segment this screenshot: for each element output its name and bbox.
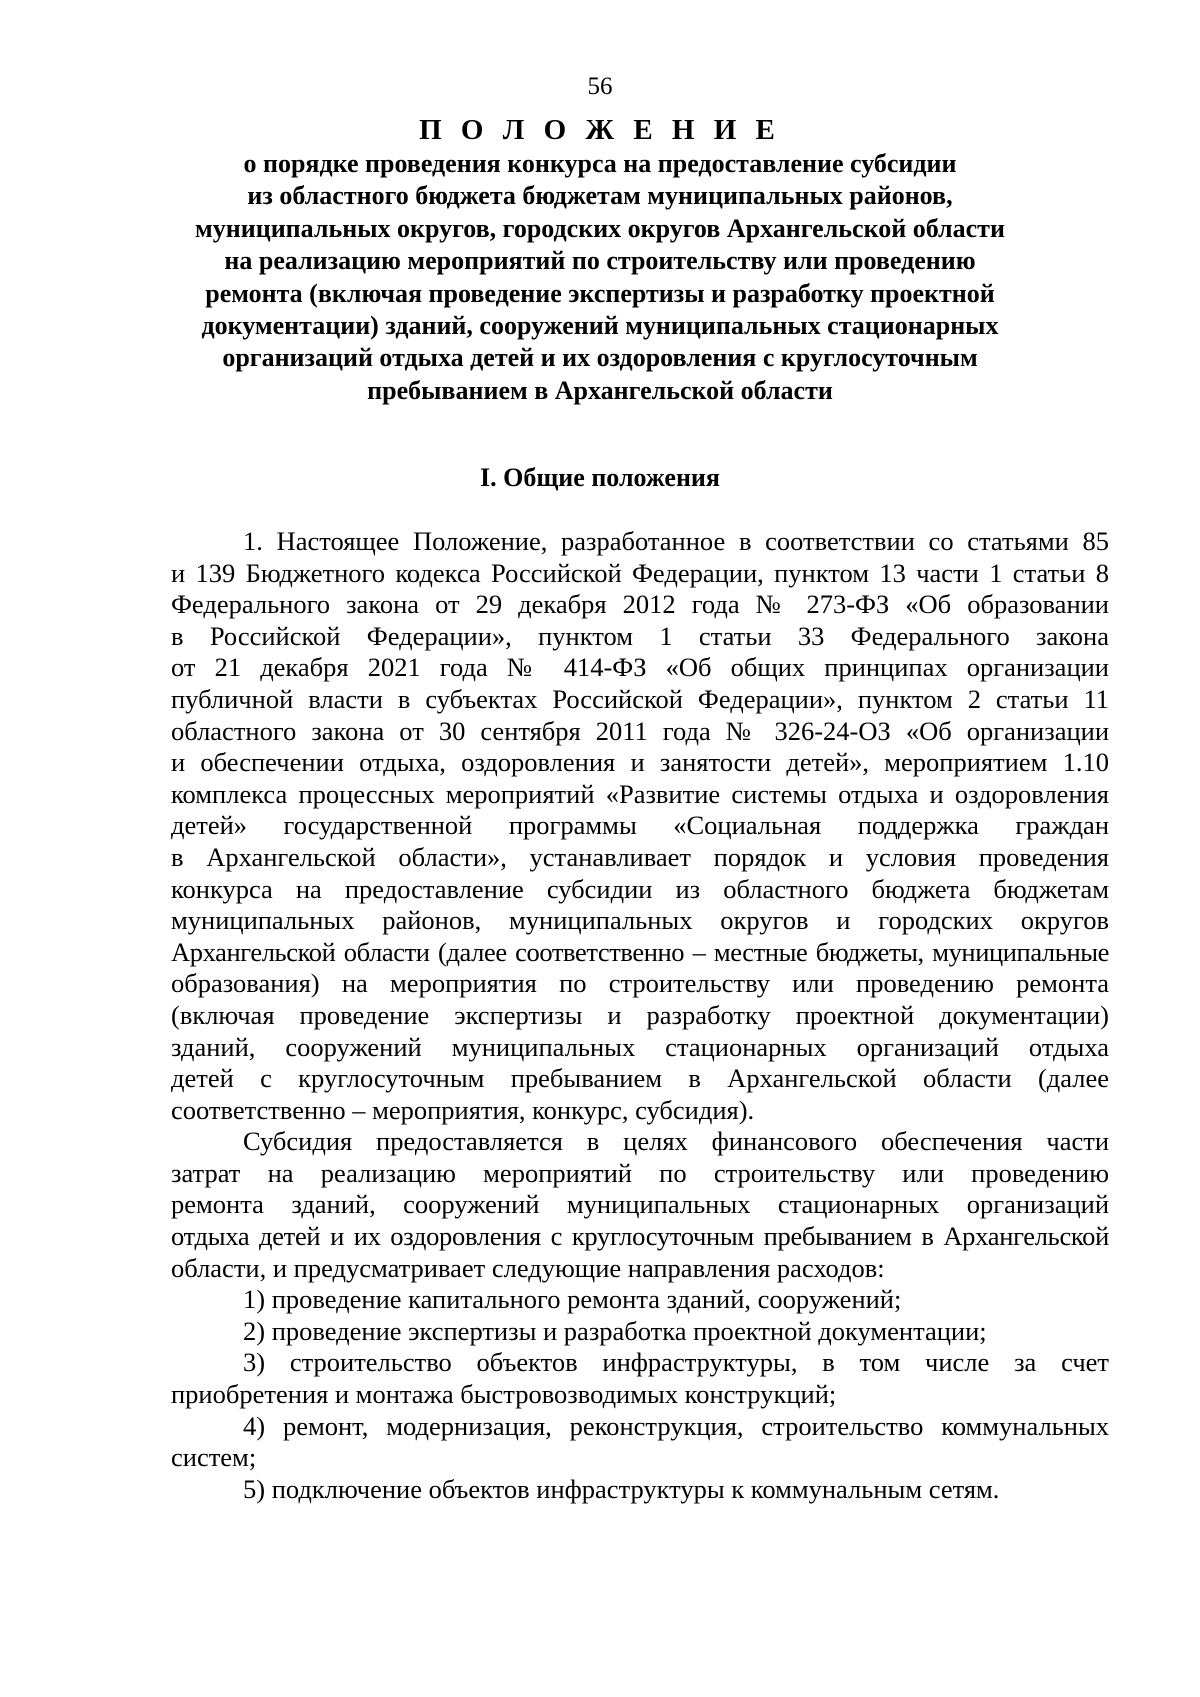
list-item: 4) ремонт, модернизация, реконструкция, строительство коммунальных: [243, 1410, 1109, 1441]
text-line: от 21 декабря 2021 года № 414-ФЗ «Об общих принципах организации: [171, 652, 1109, 683]
text-line: Архангельской области (далее соответственно – местные бюджеты, муниципальные: [171, 936, 1109, 967]
text-line: Федерального закона от 29 декабря 2012 года № 273-ФЗ «Об образовании: [171, 589, 1109, 620]
text-line: публичной власти в субъектах Российской Федерации», пунктом 2 статьи 11: [171, 683, 1109, 714]
text-line: соответственно – мероприятия, конкурс, субсидия).: [171, 1094, 755, 1125]
text-line: детей» государственной программы «Социальная поддержка граждан: [171, 810, 1109, 841]
text-line: конкурса на предоставление субсидии из областного бюджета бюджетам: [171, 873, 1109, 904]
text-line: в Архангельской области», устанавливает порядок и условия проведения: [171, 841, 1109, 872]
text-line: зданий, сооружений муниципальных стационарных организаций отдыха: [171, 1031, 1109, 1062]
document-body: [171, 526, 1109, 1505]
document-title: П О Л О Ж Е Н И Е: [419, 114, 781, 146]
text-line: и 139 Бюджетного кодекса Российской Федерации, пунктом 13 части 1 статьи 8: [171, 557, 1109, 588]
subtitle-line: на реализацию мероприятий по строительству или проведению: [224, 246, 976, 276]
text-line: областного закона от 30 сентября 2011 года № 326-24-ОЗ «Об организации: [171, 715, 1109, 746]
section-heading: I. Общие положения: [480, 463, 720, 492]
paragraph-2: [171, 1126, 1109, 1284]
page-number: 56: [587, 73, 613, 100]
list-item-continuation: приобретения и монтажа быстровозводимых конструкций;: [171, 1379, 837, 1410]
text-line: ремонта зданий, сооружений муниципальных стационарных организаций: [171, 1189, 1109, 1220]
subtitle-line: документации) зданий, сооружений муниципальных стационарных: [201, 311, 999, 341]
subtitle-line: из областного бюджета бюджетам муниципальных районов,: [247, 181, 953, 211]
text-line: детей с круглосуточным пребыванием в Архангельской области (далее: [171, 1063, 1109, 1094]
list-item-continuation: систем;: [171, 1442, 257, 1473]
subtitle-line: ремонта (включая проведение экспертизы и разработку проектной: [205, 278, 995, 308]
list-item: 3) строительство объектов инфраструктуры, в том числе за счет: [243, 1347, 1109, 1378]
subtitle-line: пребыванием в Архангельской области: [367, 375, 833, 405]
text-line: отдыха детей и их оздоровления с круглосуточным пребыванием в Архангельской: [171, 1221, 1109, 1252]
text-line: муниципальных районов, муниципальных округов и городских округов: [171, 905, 1109, 936]
text-line: Субсидия предоставляется в целях финансового обеспечения части: [243, 1126, 1109, 1157]
text-line: и обеспечении отдыха, оздоровления и занятости детей», мероприятием 1.10: [171, 747, 1109, 778]
expense-list: [171, 1284, 1109, 1505]
subtitle-line: муниципальных округов, городских округов Архангельской области: [195, 213, 1005, 243]
list-item: 5) подключение объектов инфраструктуры к коммунальным сетям.: [243, 1473, 1000, 1504]
list-item: 1) проведение капитального ремонта зданий, сооружений;: [243, 1284, 902, 1315]
subtitle-line: о порядке проведения конкурса на предоставление субсидии: [243, 149, 957, 178]
text-line: в Российской Федерации», пунктом 1 статьи 33 Федерального закона: [171, 620, 1109, 651]
paragraph-1: [171, 526, 1109, 1126]
text-line: комплекса процессных мероприятий «Развитие системы отдыха и оздоровления: [171, 778, 1109, 809]
text-line: области, и предусматривает следующие направления расходов:: [171, 1252, 885, 1283]
document-subtitle: [180, 148, 1020, 407]
text-line: образования) на мероприятия по строительству или проведению ремонта: [171, 968, 1109, 999]
text-line: (включая проведение экспертизы и разработку проектной документации): [171, 999, 1109, 1030]
list-item: 2) проведение экспертизы и разработка проектной документации;: [243, 1315, 987, 1346]
text-line: затрат на реализацию мероприятий по строительству или проведению: [171, 1157, 1109, 1188]
text-line: 1. Настоящее Положение, разработанное в соответствии со статьями 85: [243, 526, 1109, 556]
subtitle-line: организаций отдыха детей и их оздоровления с круглосуточным: [222, 343, 978, 373]
